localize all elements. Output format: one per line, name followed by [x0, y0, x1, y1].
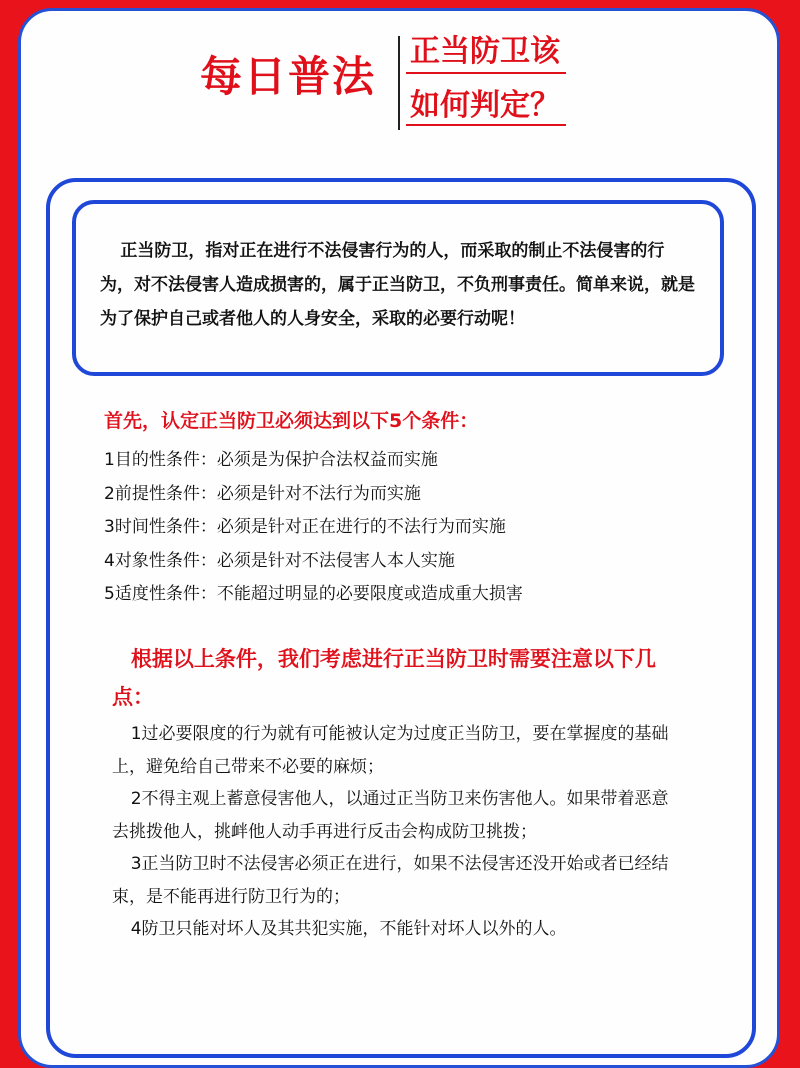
note-item: 2不得主观上蓄意侵害他人，以通过正当防卫来伤害他人。如果带着恶意去挑拨他人，挑衅他人动手再进行反击会构成防卫挑拨；	[112, 789, 669, 842]
intro-text: 正当防卫，指对正在进行不法侵害行为的人，而采取的制止不法侵害的行为，对不法侵害人造成损害的，属于正当防卫，不负刑事责任。简单来说，就是为了保护自己或者他人的人身安全，采取的必要行动呢！	[100, 241, 695, 329]
subtitle-underline-2	[406, 124, 566, 126]
condition-item: 3时间性条件：必须是针对正在进行的不法行为而实施	[104, 517, 506, 537]
note-item: 3正当防卫时不法侵害必须正在进行，如果不法侵害还没开始或者已经结束，是不能再进行防卫行为的；	[112, 854, 669, 907]
subtitle-line-2: 如何判定？	[410, 88, 560, 123]
condition-item: 2前提性条件：必须是针对不法行为而实施	[104, 483, 421, 504]
notes-list	[112, 718, 684, 946]
intro-box	[72, 200, 724, 376]
note-item: 4防卫只能对坏人及其共犯实施，不能针对坏人以外的人。	[130, 919, 567, 939]
condition-item: 5适度性条件：不能超过明显的必要限度或造成重大损害	[104, 584, 523, 604]
notes-heading: 根据以上条件，我们考虑进行正当防卫时需要注意以下几点：	[112, 647, 656, 709]
note-item: 1过必要限度的行为就有可能被认定为过度正当防卫，要在掌握度的基础上，避免给自己带来不必要的麻烦；	[112, 724, 669, 777]
title-divider	[398, 36, 400, 130]
condition-item: 1目的性条件：必须是为保护合法权益而实施	[104, 450, 438, 470]
condition-item: 4对象性条件：必须是针对不法侵害人本人实施	[104, 550, 455, 571]
page-title: 每日普法	[200, 52, 377, 101]
subtitle-underline-1	[406, 72, 566, 74]
conditions-list	[104, 444, 523, 612]
subtitle-line-1: 正当防卫该	[410, 34, 560, 69]
conditions-heading: 首先，认定正当防卫必须达到以下5个条件：	[104, 410, 479, 432]
